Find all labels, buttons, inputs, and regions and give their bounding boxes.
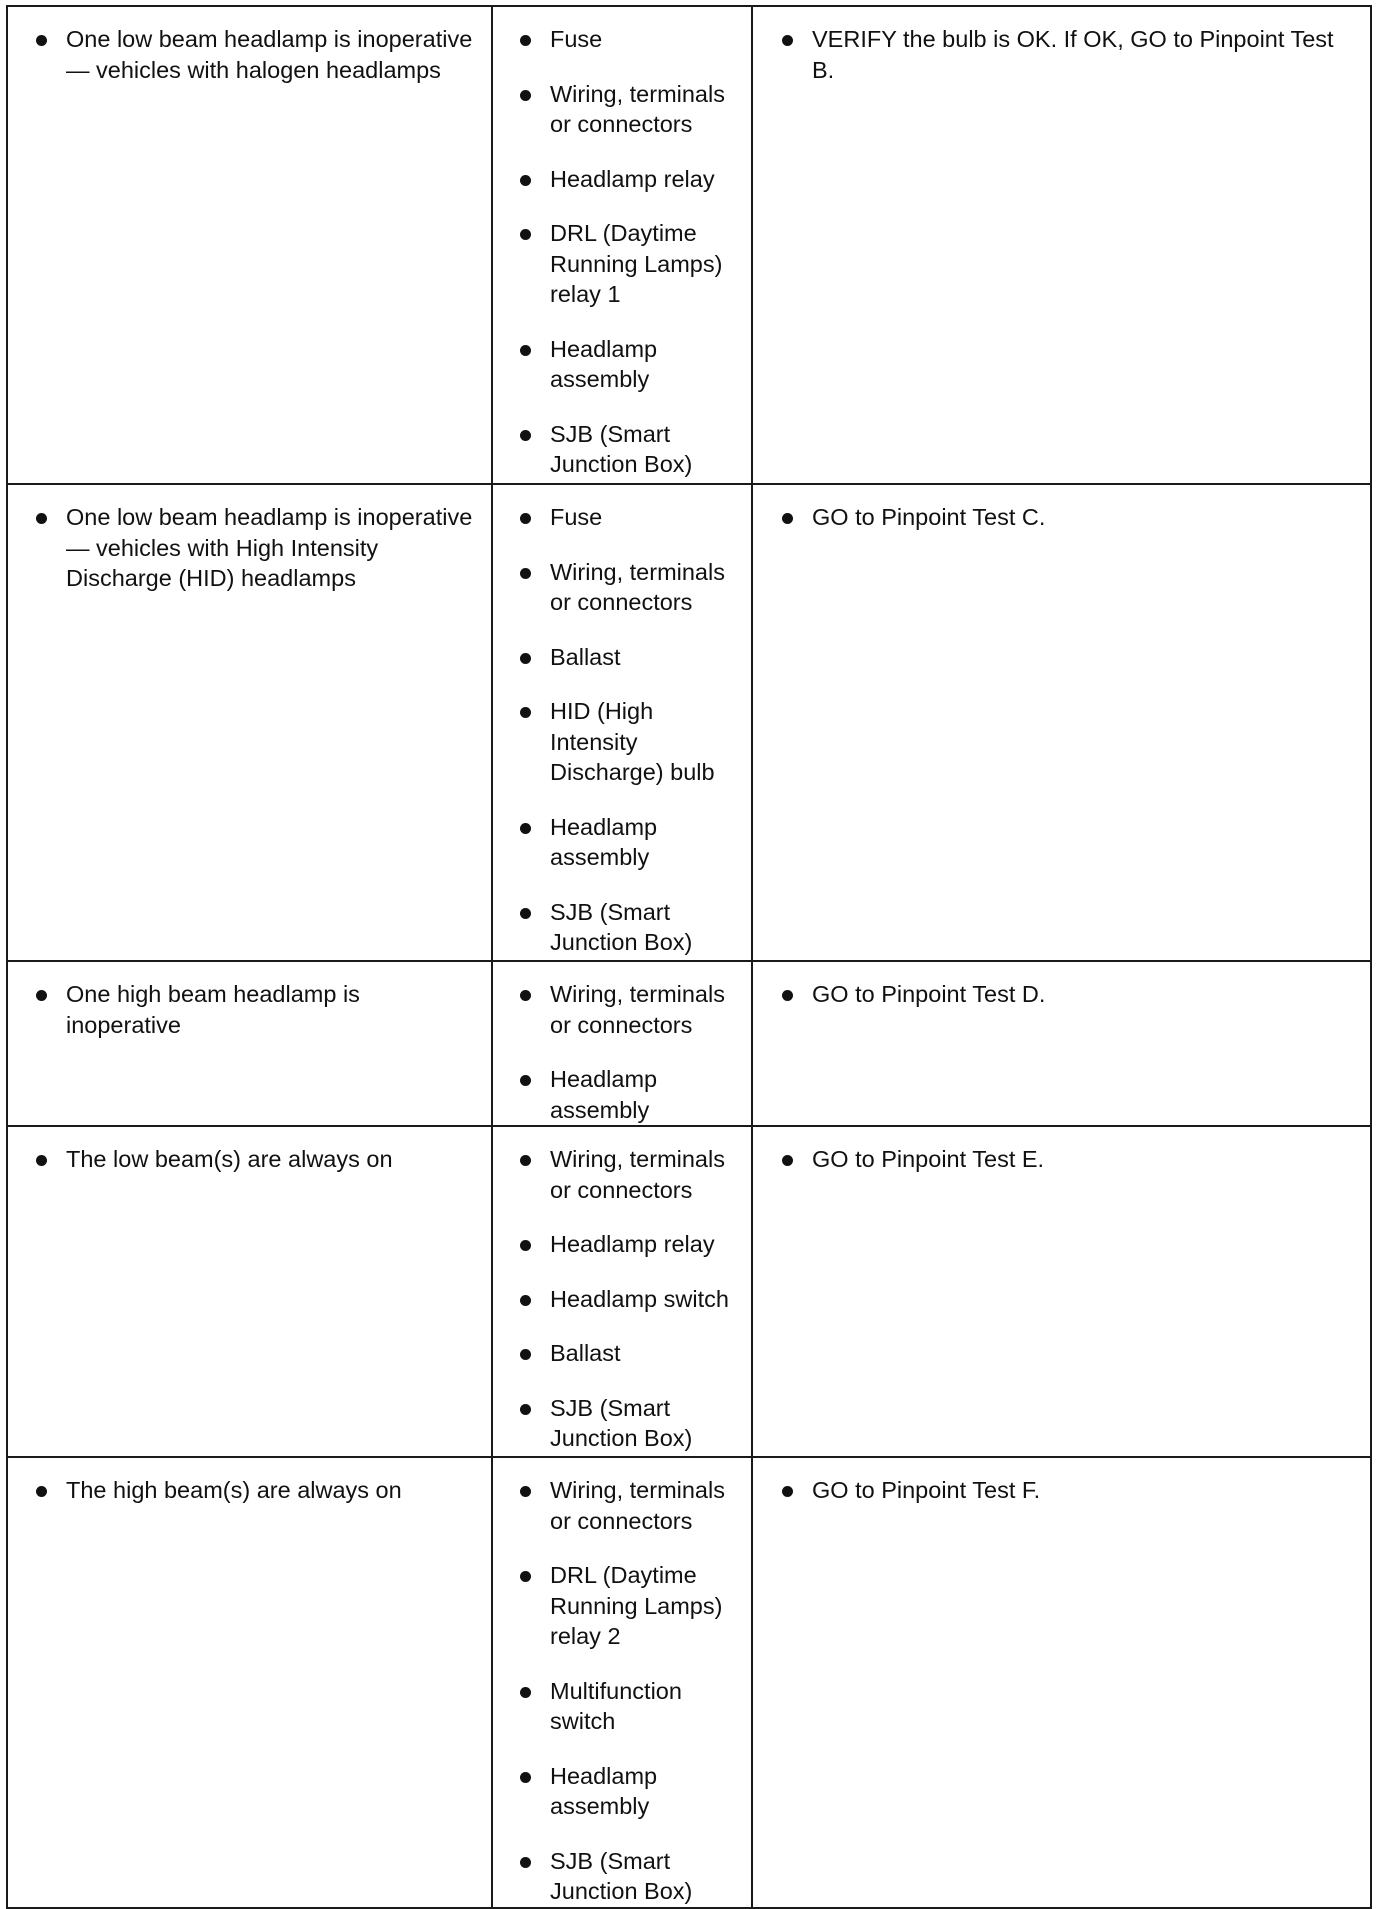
list-item [8,502,491,594]
list-item [493,1475,751,1536]
cause-text: HID (High Intensity Discharge) bulb [550,698,715,785]
action-cell [752,484,1371,961]
bullet-icon [520,707,531,718]
cause-cell [492,6,752,484]
action-list [753,1144,1370,1175]
list-item [493,642,751,673]
list-item [753,1144,1370,1175]
cause-list [493,24,751,480]
action-text: GO to Pinpoint Test F. [812,1477,1041,1503]
cause-list [493,979,751,1125]
list-item [493,979,751,1040]
action-cell [752,1457,1371,1908]
condition-list [8,1144,491,1175]
cause-text: Fuse [550,504,603,530]
cause-text: Headlamp assembly [550,1762,658,1819]
bullet-icon [520,35,531,46]
action-text: GO to Pinpoint Test C. [812,504,1046,530]
list-item [8,979,491,1040]
cause-text: Fuse [550,26,603,52]
action-list [753,502,1370,533]
list-item [8,24,491,85]
list-item [493,1393,751,1454]
list-item [493,164,751,195]
bullet-icon [520,1155,531,1166]
cause-text: Wiring, terminals or connectors [550,1477,725,1534]
cause-cell [492,961,752,1126]
condition-list [8,24,491,85]
action-cell [752,6,1371,484]
cause-text: Wiring, terminals or connectors [550,1146,725,1203]
bullet-icon [36,1486,47,1497]
cause-text: Headlamp assembly [550,335,658,392]
bullet-icon [782,1486,793,1497]
bullet-icon [520,908,531,919]
cause-text: SJB (Smart Junction Box) [550,1394,693,1451]
bullet-icon [520,1075,531,1086]
condition-cell [7,1126,492,1457]
bullet-icon [520,1404,531,1415]
list-item [493,1338,751,1369]
list-item [753,1475,1370,1506]
list-item [493,1560,751,1652]
bullet-icon [520,1349,531,1360]
cause-list [493,1144,751,1454]
cause-text: SJB (Smart Junction Box) [550,1847,693,1904]
cause-text: Ballast [550,643,621,670]
cause-list [493,502,751,958]
action-list [753,24,1370,85]
condition-list [8,1475,491,1506]
list-item [493,419,751,480]
list-item [8,1144,491,1175]
cause-text: Headlamp relay [550,1231,715,1257]
table-body [7,6,1371,1908]
list-item [493,1229,751,1260]
cause-text: Headlamp switch [550,1285,729,1312]
bullet-icon [520,990,531,1001]
bullet-icon [520,823,531,834]
list-item [493,1284,751,1315]
bullet-icon [520,653,531,664]
table-row [7,6,1371,484]
bullet-icon [520,175,531,186]
bullet-icon [36,990,47,1001]
cause-cell [492,1457,752,1908]
table-row [7,484,1371,961]
list-item [493,24,751,55]
bullet-icon [520,229,531,240]
list-item [493,696,751,788]
list-item [493,1144,751,1205]
bullet-icon [520,1486,531,1497]
cause-text: Wiring, terminals or connectors [550,80,725,137]
condition-list [8,979,491,1040]
bullet-icon [520,513,531,524]
cause-cell [492,484,752,961]
bullet-icon [782,35,793,46]
action-list [753,979,1370,1010]
cause-text: Headlamp assembly [550,1066,658,1123]
bullet-icon [520,1295,531,1306]
bullet-icon [782,990,793,1001]
cause-text: DRL (Daytime Running Lamps) relay 2 [550,1562,723,1649]
cause-text: SJB (Smart Junction Box) [550,420,693,477]
cause-text: Ballast [550,1340,621,1366]
action-text: VERIFY the bulb is OK. If OK, GO to Pinpoint Test B. [812,26,1334,83]
cause-text: Headlamp relay [550,165,715,192]
condition-text: One low beam headlamp is inoperative— vehicles with High Intensity Discharge (HID) headlamps [66,504,473,591]
cause-text: Wiring, terminals or connectors [550,981,725,1038]
action-text: GO to Pinpoint Test E. [812,1146,1045,1172]
list-item [493,812,751,873]
bullet-icon [520,568,531,579]
condition-cell [7,1457,492,1908]
action-text: GO to Pinpoint Test D. [812,981,1046,1007]
condition-cell [7,961,492,1126]
list-item [493,1676,751,1737]
list-item [753,979,1370,1010]
table-row [7,1457,1371,1908]
condition-text: One low beam headlamp is inoperative— vehicles with halogen headlamps [66,26,473,83]
condition-text: The low beam(s) are always on [66,1146,393,1172]
bullet-icon [520,1857,531,1868]
list-item [493,1064,751,1125]
bullet-icon [520,1571,531,1582]
cause-list [493,1475,751,1907]
bullet-icon [520,430,531,441]
condition-text: One high beam headlamp is inoperative [66,981,360,1038]
action-cell [752,1126,1371,1457]
list-item [493,1761,751,1822]
list-item [493,1846,751,1907]
condition-cell [7,6,492,484]
list-item [753,502,1370,533]
list-item [493,502,751,533]
list-item [493,79,751,140]
bullet-icon [520,1772,531,1783]
cause-cell [492,1126,752,1457]
bullet-icon [520,345,531,356]
cause-text: SJB (Smart Junction Box) [550,898,693,955]
list-item [493,557,751,618]
cause-text: DRL (Daytime Running Lamps) relay 1 [550,220,723,307]
condition-cell [7,484,492,961]
action-list [753,1475,1370,1506]
bullet-icon [36,1155,47,1166]
list-item [493,334,751,395]
table-row [7,961,1371,1126]
condition-text: The high beam(s) are always on [66,1477,402,1503]
bullet-icon [782,1155,793,1166]
table-row [7,1126,1371,1457]
bullet-icon [782,513,793,524]
bullet-icon [520,90,531,101]
symptom-chart-table [6,5,1372,1909]
list-item [753,24,1370,85]
list-item [493,218,751,310]
bullet-icon [36,513,47,524]
list-item [493,897,751,958]
action-cell [752,961,1371,1126]
condition-list [8,502,491,594]
cause-text: Multifunction switch [550,1677,682,1734]
bullet-icon [520,1240,531,1251]
bullet-icon [36,35,47,46]
cause-text: Wiring, terminals or connectors [550,558,725,615]
bullet-icon [520,1687,531,1698]
list-item [8,1475,491,1506]
cause-text: Headlamp assembly [550,813,658,870]
